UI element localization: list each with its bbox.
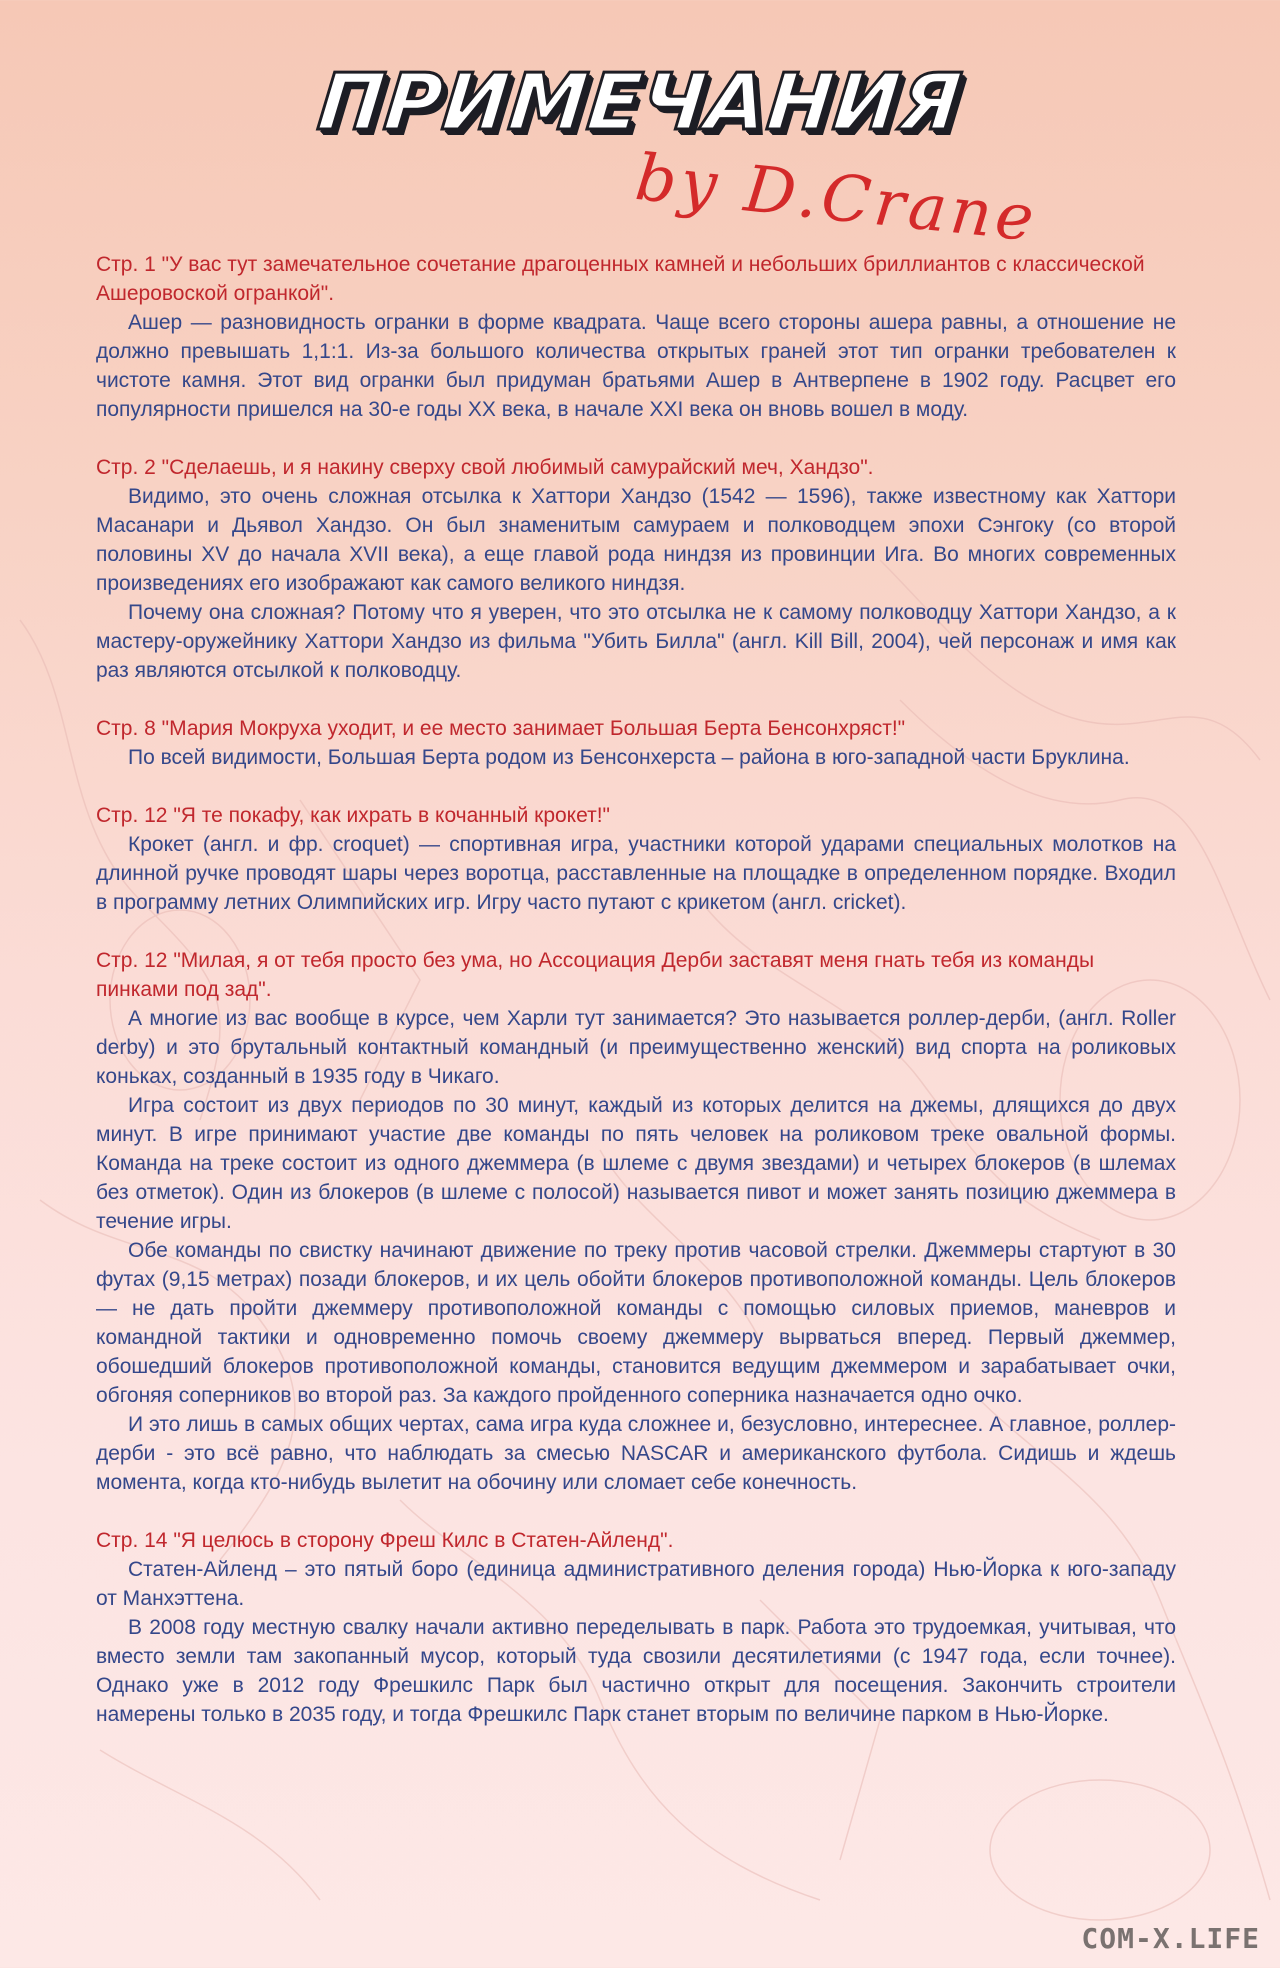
note-paragraph: Игра состоит из двух периодов по 30 минут, каждый из которых делится на джемы, длящихся до двух минут. В игре принимают участие две команды по пять человек на роликовом треке овальной формы. Команда на треке состоит из одного джеммера (в шлеме с двумя звездами) и четырех блокеров (в шлемах без отметок). Один из блокеров (в шлеме с полосой) называется пивот и может занять позицию джеммера в течение игры. bbox=[96, 1094, 1176, 1233]
note-paragraph: Крокет (англ. и фр. croquet) — спортивная игра, участники которой ударами специальных молотков на длинной ручке проводят шары через воротца, расставленные на площадке в определенном порядке. Входил в программу летних Олимпийских игр. Игру часто путают с крикетом (англ. cricket). bbox=[96, 833, 1176, 914]
notes-list bbox=[96, 250, 1176, 1758]
note-paragraph: В 2008 году местную свалку начали активно переделывать в парк. Работа это трудоемкая, учитывая, что вместо земли там закопанный мусор, который туда свозили десятилетиями (с 1947 года, если точнее). Однако уже в 2012 году Фрешкилс Парк был частично открыт для посещения. Закончить строители намерены только в 2035 году, и тогда Фрешкилс Парк станет вторым по величине парком в Нью-Йорке. bbox=[96, 1616, 1176, 1726]
note-section bbox=[96, 250, 1176, 424]
note-section bbox=[96, 714, 1176, 772]
note-paragraph: А многие из вас вообще в курсе, чем Харли тут занимается? Это называется роллер-дерби, (англ. Roller derby) и это брутальный контактный командный (и преимущественно женский) вид спорта на роликовых коньках, созданный в 1935 году в Чикаго. bbox=[96, 1007, 1176, 1088]
note-paragraph: Видимо, это очень сложная отсылка к Хаттори Хандзо (1542 — 1596), также известному как Хаттори Масанари и Дьявол Хандзо. Он был знаменитым самураем и полководцем эпохи Сэнгоку (со второй половины XV до начала XVII века), а еще главой рода ниндзя из провинции Ига. Во многих современных произведениях его изображают как самого великого ниндзя. bbox=[96, 485, 1176, 595]
note-section bbox=[96, 801, 1176, 917]
note-section bbox=[96, 1526, 1176, 1729]
page-title: ПРИМЕЧАНИЯ bbox=[313, 58, 967, 148]
note-heading: Стр. 14 "Я целюсь в сторону Фреш Килс в Статен-Айленд". bbox=[96, 1529, 674, 1552]
note-paragraph: Почему она сложная? Потому что я уверен, что это отсылка не к самому полководцу Хаттори Хандзо, а к мастеру-оружейнику Хаттори Хандзо из фильма "Убить Билла" (англ. Kill Bill, 2004), чей персонаж и имя как раз являются отсылкой к полководцу. bbox=[96, 601, 1176, 682]
author-signature: by D.Crane bbox=[631, 140, 1042, 257]
site-watermark: COM-X.LIFE bbox=[1081, 1922, 1260, 1955]
note-heading: Стр. 8 "Мария Мокруха уходит, и ее место занимает Большая Берта Бенсонхряст!" bbox=[96, 717, 906, 740]
note-heading: Стр. 1 "У вас тут замечательное сочетание драгоценных камней и небольших бриллиантов с классической Ашеровоской огранкой". bbox=[96, 253, 1145, 305]
note-paragraph: По всей видимости, Большая Берта родом из Бенсонхерста – района в юго-западной части Бруклина. bbox=[128, 746, 1130, 769]
note-section bbox=[96, 453, 1176, 685]
note-paragraph: И это лишь в самых общих чертах, сама игра куда сложнее и, безусловно, интереснее. А главное, роллер-дерби - это всё равно, что наблюдать за смесью NASCAR и американского футбола. Сидишь и ждешь момента, когда кто-нибудь вылетит на обочину или сломает себе конечность. bbox=[96, 1413, 1176, 1494]
note-paragraph: Статен-Айленд – это пятый боро (единица административного деления города) Нью-Йорка к юго-западу от Манхэттена. bbox=[96, 1558, 1176, 1610]
note-paragraph: Обе команды по свистку начинают движение по треку против часовой стрелки. Джеммеры стартуют в 30 футах (9,15 метрах) позади блокеров, и их цель обойти блокеров противоположной команды. Цель блокеров — не дать пройти джеммеру противоположной команды с помощью силовых приемов, маневров и командной тактики и одновременно помочь своему джеммеру вырваться вперед. Первый джеммер, обошедший блокеров противоположной команды, становится ведущим джеммером и зарабатывает очки, обгоняя соперников во второй раз. За каждого пройденного соперника назначается одно очко. bbox=[96, 1239, 1176, 1407]
note-heading: Стр. 12 "Милая, я от тебя просто без ума, но Ассоциация Дерби заставят меня гнать тебя из команды пинками под зад". bbox=[96, 949, 1095, 1001]
note-heading: Стр. 12 "Я те покафу, как ихрать в кочанный крокет!" bbox=[96, 804, 610, 827]
note-section bbox=[96, 946, 1176, 1497]
note-paragraph: Ашер — разновидность огранки в форме квадрата. Чаще всего стороны ашера равны, а отношение не должно превышать 1,1:1. Из-за большого количества открытых граней этот тип огранки требователен к чистоте камня. Этот вид огранки был придуман братьями Ашер в Антверпене в 1902 году. Расцвет его популярности пришелся на 30-е годы XX века, в начале XXI века он вновь вошел в моду. bbox=[96, 311, 1176, 421]
note-heading: Стр. 2 "Сделаешь, и я накину сверху свой любимый самурайский меч, Хандзо". bbox=[96, 456, 874, 479]
